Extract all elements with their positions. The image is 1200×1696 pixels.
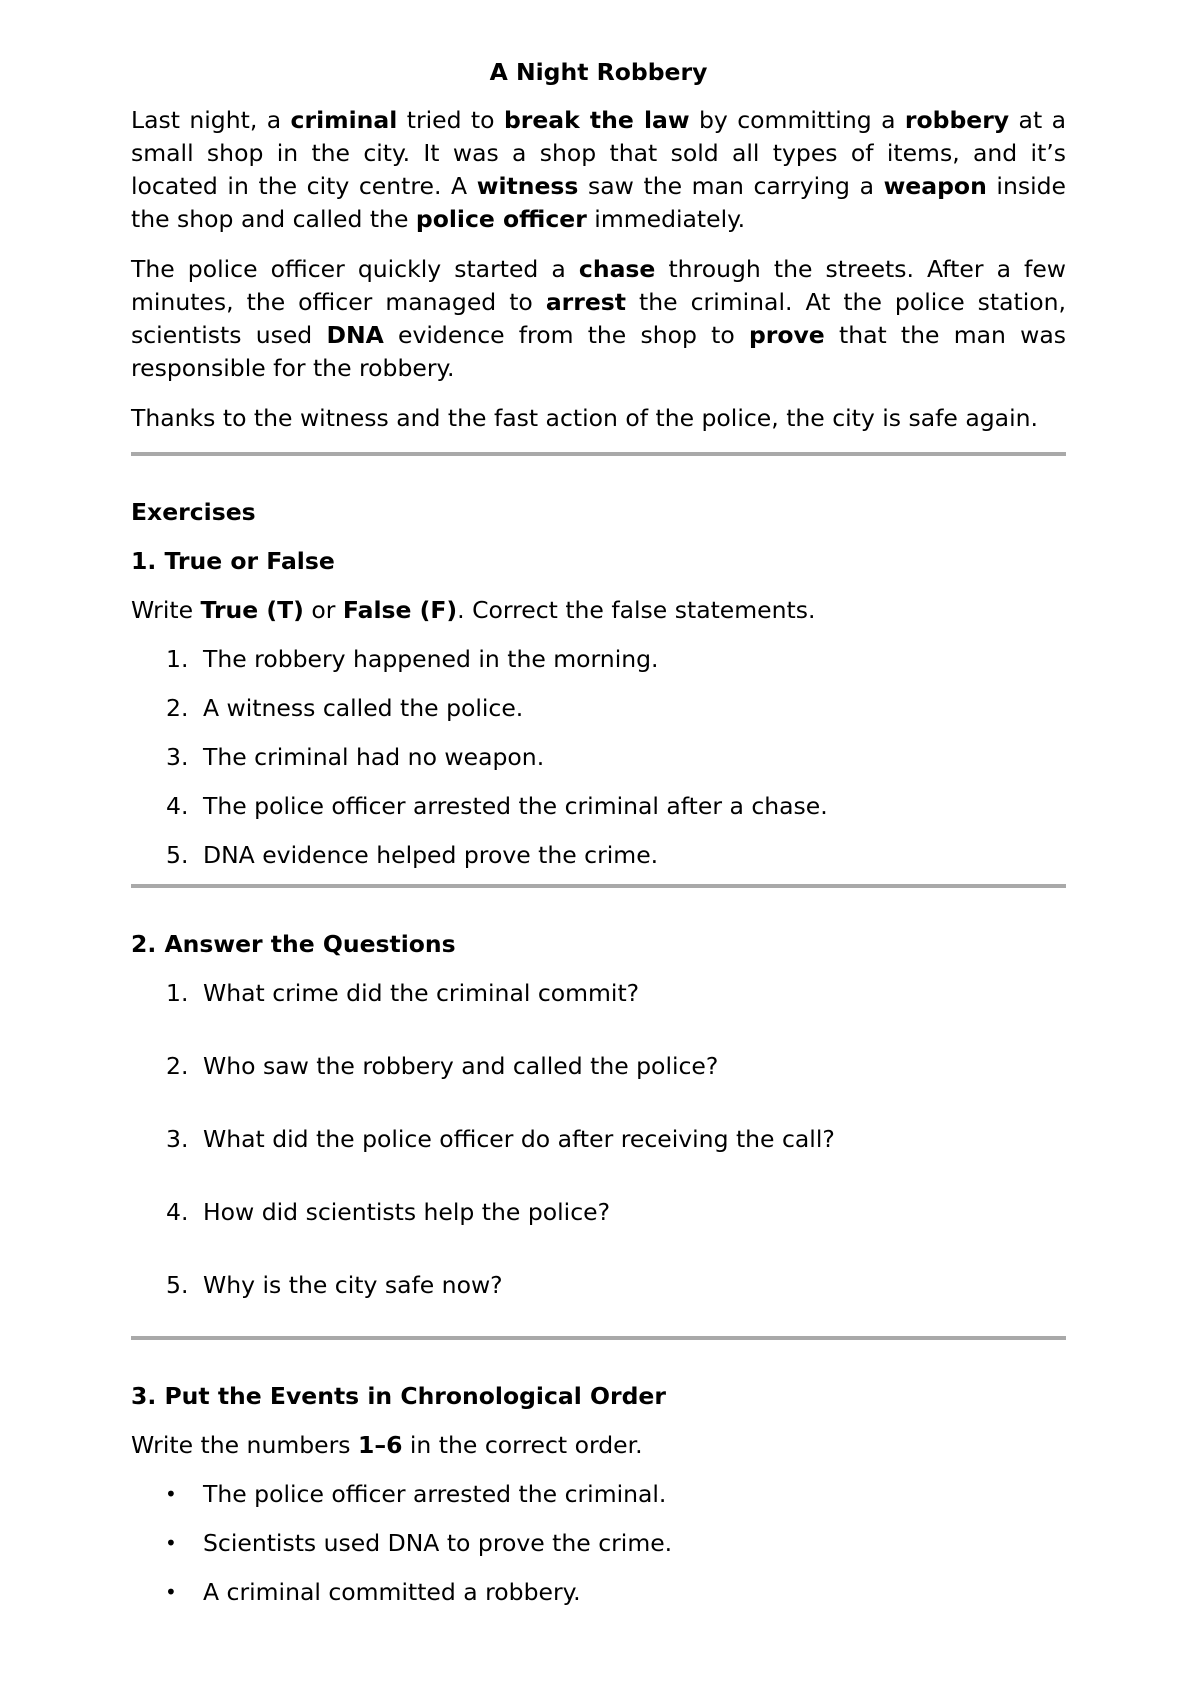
story-paragraph-3: Thanks to the witness and the fast action of the police, the city is safe again.: [131, 404, 1038, 432]
text-run: or: [303, 596, 343, 624]
text-run: tried to: [397, 106, 504, 134]
text-run: Last night, a: [131, 106, 291, 134]
text-run: the criminal. At the police station, scientists used: [131, 288, 1066, 349]
section-divider: [131, 884, 1066, 888]
item-number: 5.: [166, 1271, 189, 1299]
item-text: How did scientists help the police?: [203, 1198, 611, 1226]
events-list: [131, 1478, 1066, 1609]
item-number: 4.: [166, 1198, 189, 1226]
vocab-arrest: arrest: [545, 288, 627, 316]
true-false-list: [131, 643, 1066, 872]
text-run: evidence from the shop to: [383, 321, 749, 349]
list-item: [131, 839, 1066, 872]
bullet-icon: •: [165, 1482, 177, 1506]
list-item: [131, 1576, 1066, 1609]
item-text: Why is the city safe now?: [203, 1271, 503, 1299]
list-item: [131, 1478, 1066, 1511]
true-false-heading: 1. True or False: [131, 547, 335, 575]
questions-list: [131, 977, 1066, 1302]
number-range: 1–6: [357, 1431, 403, 1459]
text-run: that the man was responsible for the robbery.: [131, 321, 1066, 382]
vocab-weapon: weapon: [883, 172, 987, 200]
vocab-police-officer: police officer: [415, 205, 587, 233]
bullet-icon: •: [165, 1531, 177, 1555]
text-run: The police officer quickly started a: [131, 255, 579, 283]
text-run: . Correct the false statements.: [457, 596, 816, 624]
chronological-order-instruction: [131, 1429, 1066, 1462]
story-paragraph-2: [131, 253, 1066, 385]
section-divider: [131, 1336, 1066, 1340]
story-paragraph-1: [131, 104, 1066, 236]
item-text: A criminal committed a robbery.: [203, 1578, 581, 1606]
false-label: False (F): [342, 596, 458, 624]
list-item: [131, 1123, 1066, 1156]
item-number: 3.: [166, 1125, 189, 1153]
story-title: A Night Robbery: [489, 58, 708, 86]
list-item: [131, 741, 1066, 774]
item-text: A witness called the police.: [203, 694, 524, 722]
text-run: saw the man carrying a: [578, 172, 884, 200]
item-text: Who saw the robbery and called the police?: [203, 1052, 719, 1080]
item-number: 3.: [166, 743, 189, 771]
item-text: What crime did the criminal commit?: [203, 979, 640, 1007]
item-number: 2.: [166, 1052, 189, 1080]
vocab-witness: witness: [476, 172, 579, 200]
list-item: [131, 692, 1066, 725]
chronological-order-heading: 3. Put the Events in Chronological Order: [131, 1382, 666, 1410]
item-number: 1.: [166, 645, 189, 673]
exercises-heading: Exercises: [131, 498, 256, 526]
list-item: [131, 977, 1066, 1010]
item-number: 5.: [166, 841, 189, 869]
list-item: [131, 790, 1066, 823]
section-divider: [131, 452, 1066, 456]
list-item: [131, 1196, 1066, 1229]
item-text: DNA evidence helped prove the crime.: [203, 841, 659, 869]
questions-heading: 2. Answer the Questions: [131, 930, 456, 958]
item-number: 4.: [166, 792, 189, 820]
vocab-robbery: robbery: [904, 106, 1010, 134]
vocab-break-the-law: break the law: [503, 106, 690, 134]
item-text: The robbery happened in the morning.: [203, 645, 659, 673]
item-number: 1.: [166, 979, 189, 1007]
text-run: Write: [131, 596, 201, 624]
item-text: The criminal had no weapon.: [203, 743, 545, 771]
item-text: What did the police officer do after receiving the call?: [203, 1125, 835, 1153]
list-item: [131, 1050, 1066, 1083]
bullet-icon: •: [165, 1580, 177, 1604]
text-run: in the correct order.: [402, 1431, 643, 1459]
true-false-instruction: [131, 594, 1066, 627]
item-number: 2.: [166, 694, 189, 722]
true-label: True (T): [200, 596, 304, 624]
vocab-prove: prove: [748, 321, 825, 349]
text-run: inside the shop and called the: [131, 172, 1066, 233]
item-text: The police officer arrested the criminal after a chase.: [203, 792, 828, 820]
vocab-dna: DNA: [326, 321, 384, 349]
list-item: [131, 1269, 1066, 1302]
worksheet-content: [131, 52, 1066, 1625]
list-item: [131, 643, 1066, 676]
vocab-chase: chase: [578, 255, 656, 283]
vocab-criminal: criminal: [290, 106, 398, 134]
list-item: [131, 1527, 1066, 1560]
text-run: immediately.: [586, 205, 746, 233]
text-run: Write the numbers: [131, 1431, 358, 1459]
text-run: at a small shop in the city. It was a shop that sold all types of items, and it’s located in the city centre. A: [131, 106, 1066, 200]
text-run: through the streets. After a few minutes, the officer managed to: [131, 255, 1066, 316]
text-run: by committing a: [689, 106, 905, 134]
item-text: The police officer arrested the criminal.: [203, 1480, 667, 1508]
item-text: Scientists used DNA to prove the crime.: [203, 1529, 673, 1557]
